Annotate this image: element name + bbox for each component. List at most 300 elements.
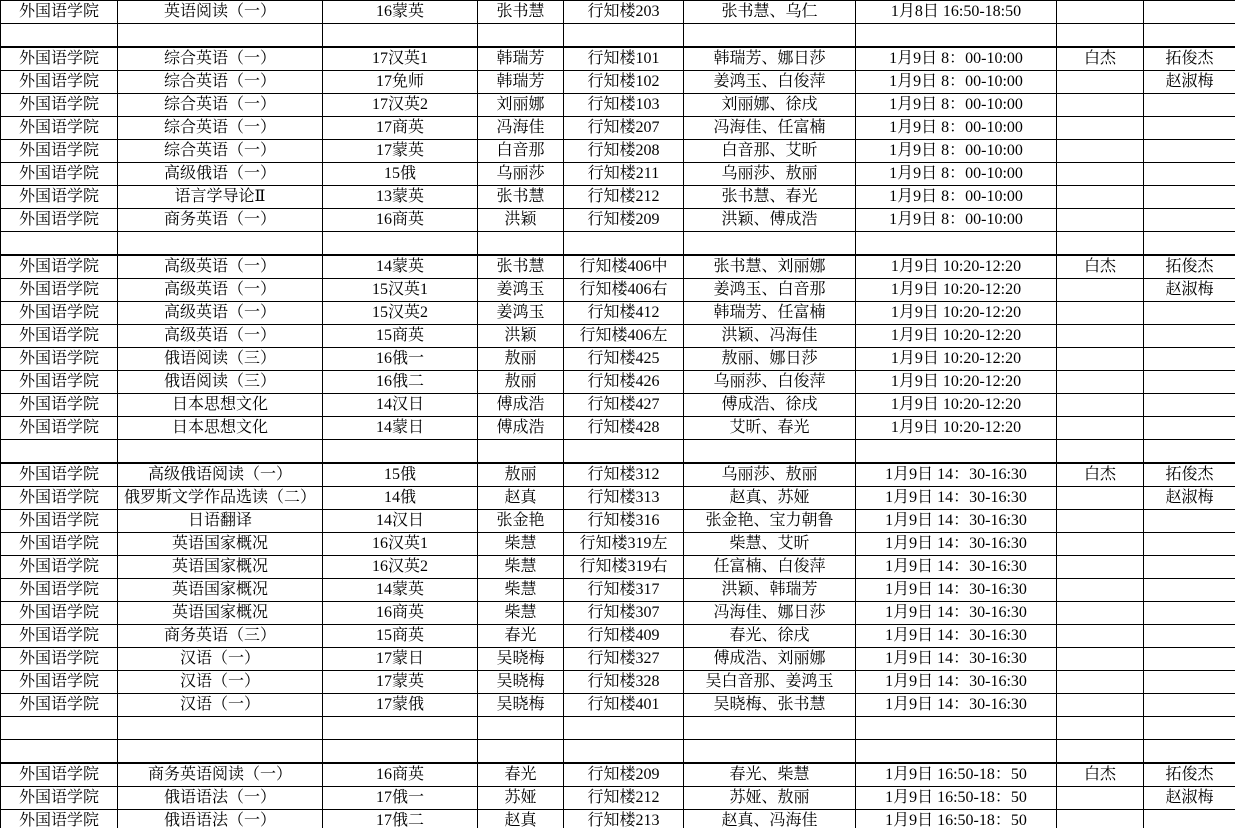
cell-datetime: 1月9日 10:20-12:20	[856, 302, 1057, 325]
cell-class: 17俄一	[323, 787, 478, 810]
cell-datetime: 1月9日 8：00-10:00	[856, 140, 1057, 163]
cell-inspector-2	[1144, 440, 1235, 464]
cell-course: 语言学导论Ⅱ	[118, 186, 323, 209]
cell-room: 行知楼212	[564, 186, 684, 209]
table-row	[1, 602, 1235, 625]
separator-row	[1, 440, 1235, 464]
cell-college: 外国语学院	[1, 348, 118, 371]
cell-college: 外国语学院	[1, 810, 118, 828]
cell-inspector-2: 拓俊杰	[1144, 763, 1235, 787]
cell-datetime: 1月9日 14：30-16:30	[856, 648, 1057, 671]
cell-teacher: 张金艳	[478, 510, 564, 533]
cell-inspector-1	[1057, 579, 1144, 602]
cell-invigilators: 张金艳、宝力朝鲁	[684, 510, 856, 533]
cell-inspector-1: 白杰	[1057, 763, 1144, 787]
cell-class: 16商英	[323, 209, 478, 232]
cell-datetime: 1月9日 14：30-16:30	[856, 510, 1057, 533]
table-row	[1, 487, 1235, 510]
cell-inspector-1	[1057, 671, 1144, 694]
cell-inspector-1	[1057, 533, 1144, 556]
cell-college: 外国语学院	[1, 556, 118, 579]
cell-inspector-2	[1144, 394, 1235, 417]
cell-class: 16商英	[323, 602, 478, 625]
cell-inspector-2	[1144, 94, 1235, 117]
table-row	[1, 94, 1235, 117]
cell-teacher: 刘丽娜	[478, 94, 564, 117]
table-row	[1, 417, 1235, 440]
cell-class: 17汉英2	[323, 94, 478, 117]
cell-college: 外国语学院	[1, 1, 118, 24]
cell-invigilators	[684, 740, 856, 764]
cell-teacher	[478, 232, 564, 256]
cell-teacher	[478, 717, 564, 740]
cell-teacher: 吴晓梅	[478, 694, 564, 717]
cell-inspector-1	[1057, 186, 1144, 209]
cell-inspector-1	[1057, 209, 1144, 232]
cell-room: 行知楼207	[564, 117, 684, 140]
cell-inspector-2: 拓俊杰	[1144, 255, 1235, 279]
cell-datetime: 1月9日 16:50-18：50	[856, 763, 1057, 787]
cell-room: 行知楼425	[564, 348, 684, 371]
cell-inspector-1	[1057, 440, 1144, 464]
table-row	[1, 117, 1235, 140]
cell-course: 高级英语（一）	[118, 279, 323, 302]
cell-invigilators: 韩瑞芳、任富楠	[684, 302, 856, 325]
cell-course: 高级俄语阅读（一）	[118, 463, 323, 487]
cell-invigilators	[684, 232, 856, 256]
cell-inspector-1	[1057, 94, 1144, 117]
cell-teacher: 洪颖	[478, 325, 564, 348]
cell-college	[1, 232, 118, 256]
cell-class: 14汉日	[323, 394, 478, 417]
cell-invigilators: 乌丽莎、敖丽	[684, 463, 856, 487]
cell-inspector-2	[1144, 325, 1235, 348]
cell-inspector-1	[1057, 556, 1144, 579]
cell-datetime: 1月9日 14：30-16:30	[856, 625, 1057, 648]
cell-teacher: 赵真	[478, 810, 564, 828]
cell-room: 行知楼211	[564, 163, 684, 186]
cell-datetime	[856, 740, 1057, 764]
cell-invigilators: 春光、徐戌	[684, 625, 856, 648]
cell-teacher: 吴晓梅	[478, 648, 564, 671]
cell-invigilators	[684, 440, 856, 464]
cell-invigilators: 张书慧、刘丽娜	[684, 255, 856, 279]
cell-datetime: 1月9日 10:20-12:20	[856, 417, 1057, 440]
cell-college: 外国语学院	[1, 325, 118, 348]
table-row	[1, 510, 1235, 533]
cell-teacher: 白音那	[478, 140, 564, 163]
cell-inspector-2	[1144, 163, 1235, 186]
cell-datetime: 1月9日 8：00-10:00	[856, 94, 1057, 117]
cell-room: 行知楼412	[564, 302, 684, 325]
cell-invigilators	[684, 717, 856, 740]
cell-college	[1, 717, 118, 740]
cell-inspector-2: 赵淑梅	[1144, 279, 1235, 302]
cell-datetime: 1月8日 16:50-18:50	[856, 1, 1057, 24]
cell-course: 英语国家概况	[118, 533, 323, 556]
cell-inspector-1	[1057, 1, 1144, 24]
cell-datetime: 1月9日 14：30-16:30	[856, 579, 1057, 602]
table-row	[1, 71, 1235, 94]
cell-course: 英语国家概况	[118, 602, 323, 625]
cell-inspector-2	[1144, 533, 1235, 556]
cell-course: 商务英语阅读（一）	[118, 763, 323, 787]
cell-datetime	[856, 232, 1057, 256]
cell-room: 行知楼103	[564, 94, 684, 117]
cell-class: 14蒙英	[323, 255, 478, 279]
cell-teacher: 敖丽	[478, 348, 564, 371]
cell-teacher: 姜鸿玉	[478, 279, 564, 302]
table-row	[1, 140, 1235, 163]
cell-course: 俄语语法（一）	[118, 810, 323, 828]
cell-room	[564, 24, 684, 48]
cell-datetime: 1月9日 14：30-16:30	[856, 694, 1057, 717]
cell-class: 14汉日	[323, 510, 478, 533]
cell-college	[1, 740, 118, 764]
cell-room: 行知楼406中	[564, 255, 684, 279]
cell-datetime: 1月9日 10:20-12:20	[856, 371, 1057, 394]
separator-row	[1, 740, 1235, 764]
cell-datetime: 1月9日 14：30-16:30	[856, 487, 1057, 510]
cell-class: 15俄	[323, 163, 478, 186]
cell-invigilators: 赵真、冯海佳	[684, 810, 856, 828]
cell-college: 外国语学院	[1, 140, 118, 163]
cell-datetime: 1月9日 10:20-12:20	[856, 394, 1057, 417]
cell-class: 15汉英2	[323, 302, 478, 325]
cell-inspector-2	[1144, 740, 1235, 764]
cell-room: 行知楼312	[564, 463, 684, 487]
cell-room: 行知楼102	[564, 71, 684, 94]
cell-class: 17蒙日	[323, 648, 478, 671]
cell-course: 汉语（一）	[118, 648, 323, 671]
cell-room: 行知楼209	[564, 763, 684, 787]
cell-class: 16俄一	[323, 348, 478, 371]
cell-invigilators: 洪颖、韩瑞芳	[684, 579, 856, 602]
cell-room: 行知楼316	[564, 510, 684, 533]
cell-inspector-2: 赵淑梅	[1144, 71, 1235, 94]
cell-datetime: 1月9日 10:20-12:20	[856, 279, 1057, 302]
cell-inspector-2	[1144, 717, 1235, 740]
cell-college: 外国语学院	[1, 487, 118, 510]
cell-course: 英语国家概况	[118, 556, 323, 579]
cell-teacher: 傅成浩	[478, 417, 564, 440]
cell-invigilators: 韩瑞芳、娜日莎	[684, 47, 856, 71]
cell-teacher: 苏娅	[478, 787, 564, 810]
cell-class: 16商英	[323, 763, 478, 787]
cell-datetime	[856, 717, 1057, 740]
cell-inspector-2	[1144, 579, 1235, 602]
cell-college	[1, 440, 118, 464]
cell-inspector-2	[1144, 556, 1235, 579]
cell-inspector-2	[1144, 117, 1235, 140]
cell-inspector-2	[1144, 186, 1235, 209]
cell-teacher: 柴慧	[478, 579, 564, 602]
cell-invigilators: 敖丽、娜日莎	[684, 348, 856, 371]
cell-invigilators: 乌丽莎、白俊萍	[684, 371, 856, 394]
cell-teacher: 春光	[478, 763, 564, 787]
cell-invigilators: 张书慧、乌仁	[684, 1, 856, 24]
cell-inspector-2: 赵淑梅	[1144, 487, 1235, 510]
cell-course: 俄语阅读（三）	[118, 371, 323, 394]
cell-teacher: 韩瑞芳	[478, 71, 564, 94]
cell-course: 英语阅读（一）	[118, 1, 323, 24]
cell-teacher: 韩瑞芳	[478, 47, 564, 71]
cell-course: 汉语（一）	[118, 694, 323, 717]
cell-room: 行知楼319左	[564, 533, 684, 556]
cell-class: 16汉英1	[323, 533, 478, 556]
cell-invigilators: 吴白音那、姜鸿玉	[684, 671, 856, 694]
cell-datetime: 1月9日 10:20-12:20	[856, 348, 1057, 371]
cell-inspector-2: 拓俊杰	[1144, 463, 1235, 487]
cell-course: 英语国家概况	[118, 579, 323, 602]
cell-room: 行知楼313	[564, 487, 684, 510]
cell-invigilators: 傅成浩、徐戌	[684, 394, 856, 417]
cell-class: 16俄二	[323, 371, 478, 394]
cell-inspector-1	[1057, 279, 1144, 302]
cell-room: 行知楼406左	[564, 325, 684, 348]
cell-course: 综合英语（一）	[118, 140, 323, 163]
cell-invigilators: 春光、柴慧	[684, 763, 856, 787]
cell-room	[564, 440, 684, 464]
cell-room: 行知楼328	[564, 671, 684, 694]
cell-class	[323, 232, 478, 256]
cell-college: 外国语学院	[1, 763, 118, 787]
table-row	[1, 810, 1235, 828]
cell-room	[564, 740, 684, 764]
cell-datetime: 1月9日 8：00-10:00	[856, 163, 1057, 186]
cell-course	[118, 740, 323, 764]
cell-teacher: 赵真	[478, 487, 564, 510]
cell-college: 外国语学院	[1, 371, 118, 394]
cell-datetime: 1月9日 16:50-18：50	[856, 787, 1057, 810]
table-row	[1, 348, 1235, 371]
cell-course: 商务英语（三）	[118, 625, 323, 648]
cell-inspector-1	[1057, 602, 1144, 625]
cell-datetime: 1月9日 8：00-10:00	[856, 71, 1057, 94]
cell-invigilators: 冯海佳、娜日莎	[684, 602, 856, 625]
cell-invigilators: 乌丽莎、敖丽	[684, 163, 856, 186]
cell-teacher: 张书慧	[478, 186, 564, 209]
cell-class: 15商英	[323, 625, 478, 648]
cell-inspector-1	[1057, 163, 1144, 186]
cell-inspector-1	[1057, 348, 1144, 371]
cell-college: 外国语学院	[1, 648, 118, 671]
cell-course	[118, 24, 323, 48]
cell-room: 行知楼307	[564, 602, 684, 625]
cell-room: 行知楼101	[564, 47, 684, 71]
cell-datetime: 1月9日 14：30-16:30	[856, 533, 1057, 556]
cell-class: 17免师	[323, 71, 478, 94]
cell-class: 14蒙日	[323, 417, 478, 440]
cell-room: 行知楼319右	[564, 556, 684, 579]
cell-class: 13蒙英	[323, 186, 478, 209]
cell-inspector-2	[1144, 348, 1235, 371]
cell-course: 俄语阅读（三）	[118, 348, 323, 371]
table-row	[1, 533, 1235, 556]
cell-datetime: 1月9日 8：00-10:00	[856, 117, 1057, 140]
cell-course	[118, 440, 323, 464]
table-row	[1, 279, 1235, 302]
cell-course: 商务英语（一）	[118, 209, 323, 232]
cell-class: 16蒙英	[323, 1, 478, 24]
cell-course	[118, 232, 323, 256]
cell-datetime: 1月9日 14：30-16:30	[856, 556, 1057, 579]
cell-teacher: 洪颖	[478, 209, 564, 232]
cell-room: 行知楼317	[564, 579, 684, 602]
cell-course: 日本思想文化	[118, 394, 323, 417]
cell-invigilators: 任富楠、白俊萍	[684, 556, 856, 579]
cell-datetime: 1月9日 14：30-16:30	[856, 671, 1057, 694]
cell-college: 外国语学院	[1, 71, 118, 94]
cell-invigilators: 洪颖、冯海佳	[684, 325, 856, 348]
cell-inspector-1	[1057, 810, 1144, 828]
cell-course: 高级英语（一）	[118, 302, 323, 325]
cell-invigilators: 洪颖、傅成浩	[684, 209, 856, 232]
cell-inspector-2	[1144, 24, 1235, 48]
cell-college: 外国语学院	[1, 186, 118, 209]
cell-inspector-1	[1057, 325, 1144, 348]
cell-teacher: 张书慧	[478, 255, 564, 279]
cell-teacher	[478, 440, 564, 464]
cell-college: 外国语学院	[1, 463, 118, 487]
cell-college: 外国语学院	[1, 602, 118, 625]
cell-course: 汉语（一）	[118, 671, 323, 694]
cell-course: 高级英语（一）	[118, 255, 323, 279]
cell-college: 外国语学院	[1, 302, 118, 325]
cell-inspector-2	[1144, 209, 1235, 232]
cell-class	[323, 24, 478, 48]
cell-room: 行知楼409	[564, 625, 684, 648]
cell-class	[323, 440, 478, 464]
cell-course: 综合英语（一）	[118, 117, 323, 140]
cell-room	[564, 717, 684, 740]
cell-inspector-2	[1144, 694, 1235, 717]
cell-invigilators: 艾昕、春光	[684, 417, 856, 440]
cell-teacher: 柴慧	[478, 556, 564, 579]
table-row	[1, 163, 1235, 186]
table-row	[1, 255, 1235, 279]
cell-inspector-2	[1144, 602, 1235, 625]
cell-invigilators: 冯海佳、任富楠	[684, 117, 856, 140]
table-row	[1, 648, 1235, 671]
cell-inspector-1	[1057, 717, 1144, 740]
cell-class: 16汉英2	[323, 556, 478, 579]
cell-room: 行知楼426	[564, 371, 684, 394]
cell-class: 15商英	[323, 325, 478, 348]
cell-teacher: 敖丽	[478, 463, 564, 487]
cell-teacher: 姜鸿玉	[478, 302, 564, 325]
cell-college: 外国语学院	[1, 255, 118, 279]
table-row	[1, 47, 1235, 71]
cell-room: 行知楼209	[564, 209, 684, 232]
cell-course: 日语翻译	[118, 510, 323, 533]
table-body	[1, 1, 1235, 828]
table-row	[1, 302, 1235, 325]
cell-room: 行知楼212	[564, 787, 684, 810]
cell-teacher: 柴慧	[478, 533, 564, 556]
cell-datetime: 1月9日 10:20-12:20	[856, 325, 1057, 348]
cell-inspector-2	[1144, 140, 1235, 163]
cell-invigilators: 姜鸿玉、白音那	[684, 279, 856, 302]
cell-course: 综合英语（一）	[118, 47, 323, 71]
cell-teacher: 敖丽	[478, 371, 564, 394]
cell-inspector-1	[1057, 740, 1144, 764]
table-row	[1, 371, 1235, 394]
separator-row	[1, 717, 1235, 740]
cell-class: 17蒙英	[323, 671, 478, 694]
table-row	[1, 325, 1235, 348]
cell-inspector-1	[1057, 394, 1144, 417]
cell-datetime: 1月9日 8：00-10:00	[856, 186, 1057, 209]
cell-inspector-2	[1144, 625, 1235, 648]
cell-inspector-1	[1057, 302, 1144, 325]
cell-teacher: 吴晓梅	[478, 671, 564, 694]
cell-inspector-1	[1057, 510, 1144, 533]
cell-teacher	[478, 740, 564, 764]
cell-college: 外国语学院	[1, 394, 118, 417]
cell-invigilators: 苏娅、敖丽	[684, 787, 856, 810]
cell-class: 14俄	[323, 487, 478, 510]
cell-teacher: 张书慧	[478, 1, 564, 24]
cell-invigilators: 姜鸿玉、白俊萍	[684, 71, 856, 94]
cell-inspector-2	[1144, 671, 1235, 694]
cell-course: 俄语语法（一）	[118, 787, 323, 810]
cell-college: 外国语学院	[1, 579, 118, 602]
cell-inspector-1	[1057, 648, 1144, 671]
cell-invigilators: 傅成浩、刘丽娜	[684, 648, 856, 671]
table-row	[1, 556, 1235, 579]
cell-inspector-2	[1144, 648, 1235, 671]
cell-invigilators: 柴慧、艾昕	[684, 533, 856, 556]
cell-college: 外国语学院	[1, 163, 118, 186]
cell-datetime	[856, 440, 1057, 464]
cell-class	[323, 740, 478, 764]
cell-inspector-1	[1057, 371, 1144, 394]
cell-inspector-2	[1144, 232, 1235, 256]
table-row	[1, 463, 1235, 487]
cell-invigilators: 刘丽娜、徐戌	[684, 94, 856, 117]
cell-inspector-1: 白杰	[1057, 463, 1144, 487]
separator-row	[1, 24, 1235, 48]
cell-room: 行知楼208	[564, 140, 684, 163]
cell-course: 高级俄语（一）	[118, 163, 323, 186]
cell-inspector-1	[1057, 117, 1144, 140]
cell-college: 外国语学院	[1, 94, 118, 117]
cell-college: 外国语学院	[1, 279, 118, 302]
cell-course: 日本思想文化	[118, 417, 323, 440]
cell-college: 外国语学院	[1, 671, 118, 694]
cell-inspector-1: 白杰	[1057, 47, 1144, 71]
cell-datetime	[856, 24, 1057, 48]
cell-inspector-1	[1057, 487, 1144, 510]
cell-inspector-1: 白杰	[1057, 255, 1144, 279]
cell-college: 外国语学院	[1, 209, 118, 232]
cell-room	[564, 232, 684, 256]
cell-room: 行知楼327	[564, 648, 684, 671]
cell-room: 行知楼406右	[564, 279, 684, 302]
cell-college: 外国语学院	[1, 117, 118, 140]
cell-teacher	[478, 24, 564, 48]
cell-inspector-2: 赵淑梅	[1144, 787, 1235, 810]
cell-course: 综合英语（一）	[118, 94, 323, 117]
cell-college: 外国语学院	[1, 47, 118, 71]
cell-room: 行知楼213	[564, 810, 684, 828]
separator-row	[1, 232, 1235, 256]
cell-teacher: 冯海佳	[478, 117, 564, 140]
table-row	[1, 787, 1235, 810]
cell-inspector-2	[1144, 417, 1235, 440]
cell-datetime: 1月9日 16:50-18：50	[856, 810, 1057, 828]
